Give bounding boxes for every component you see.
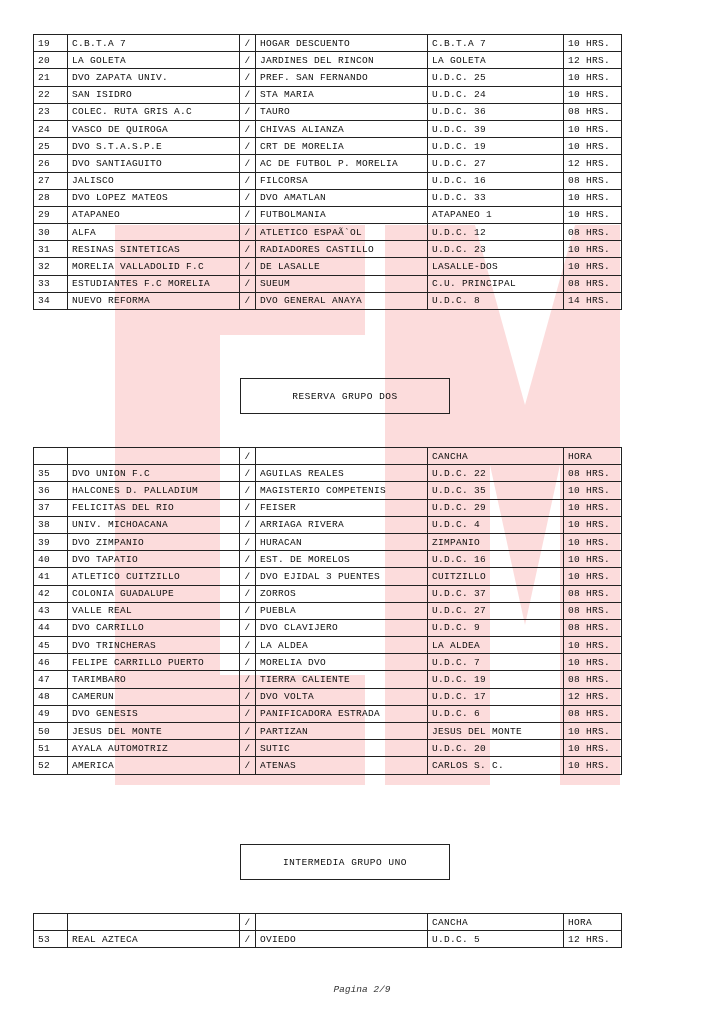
away-team: JARDINES DEL RINCON xyxy=(256,52,428,69)
away-team: ARRIAGA RIVERA xyxy=(256,516,428,533)
venue: U.D.C. 8 xyxy=(428,292,564,309)
table-row xyxy=(34,533,622,550)
table-row xyxy=(34,292,622,309)
venue: U.D.C. 25 xyxy=(428,69,564,86)
match-time: 08 HRS. xyxy=(564,103,622,120)
table-row xyxy=(34,86,622,103)
home-team: DVO TAPATIO xyxy=(68,551,240,568)
header-separator: / xyxy=(240,448,256,465)
vs-separator: / xyxy=(240,551,256,568)
table-row xyxy=(34,35,622,52)
vs-separator: / xyxy=(240,241,256,258)
vs-separator: / xyxy=(240,275,256,292)
vs-separator: / xyxy=(240,465,256,482)
venue: U.D.C. 12 xyxy=(428,224,564,241)
home-team: CAMERUN xyxy=(68,688,240,705)
header-cancha: CANCHA xyxy=(428,448,564,465)
schedule-table-2 xyxy=(33,447,622,775)
table-row xyxy=(34,138,622,155)
page-number: Pagina 2/9 xyxy=(333,984,391,995)
vs-separator: / xyxy=(240,602,256,619)
match-number: 51 xyxy=(34,740,68,757)
match-number: 23 xyxy=(34,103,68,120)
home-team: TARIMBARO xyxy=(68,671,240,688)
vs-separator: / xyxy=(240,654,256,671)
match-time: 08 HRS. xyxy=(564,671,622,688)
vs-separator: / xyxy=(240,499,256,516)
table-header-row xyxy=(34,914,622,931)
home-team: UNIV. MICHOACANA xyxy=(68,516,240,533)
vs-separator: / xyxy=(240,86,256,103)
table-row xyxy=(34,103,622,120)
venue: ZIMPANIO xyxy=(428,533,564,550)
table-row xyxy=(34,482,622,499)
match-time: 10 HRS. xyxy=(564,86,622,103)
match-time: 10 HRS. xyxy=(564,499,622,516)
away-team: STA MARIA xyxy=(256,86,428,103)
match-number: 53 xyxy=(34,931,68,948)
match-time: 08 HRS. xyxy=(564,602,622,619)
match-time: 10 HRS. xyxy=(564,482,622,499)
vs-separator: / xyxy=(240,69,256,86)
venue: U.D.C. 20 xyxy=(428,740,564,757)
header-separator: / xyxy=(240,914,256,931)
vs-separator: / xyxy=(240,172,256,189)
match-time: 08 HRS. xyxy=(564,224,622,241)
match-time: 10 HRS. xyxy=(564,258,622,275)
vs-separator: / xyxy=(240,568,256,585)
venue: U.D.C. 24 xyxy=(428,86,564,103)
vs-separator: / xyxy=(240,637,256,654)
vs-separator: / xyxy=(240,671,256,688)
venue: U.D.C. 5 xyxy=(428,931,564,948)
home-team: C.B.T.A 7 xyxy=(68,35,240,52)
match-number: 45 xyxy=(34,637,68,654)
vs-separator: / xyxy=(240,138,256,155)
away-team: DVO EJIDAL 3 PUENTES xyxy=(256,568,428,585)
match-time: 12 HRS. xyxy=(564,931,622,948)
away-team: CHIVAS ALIANZA xyxy=(256,120,428,137)
home-team: ALFA xyxy=(68,224,240,241)
match-number: 29 xyxy=(34,206,68,223)
vs-separator: / xyxy=(240,189,256,206)
match-time: 08 HRS. xyxy=(564,275,622,292)
match-number: 43 xyxy=(34,602,68,619)
header-num xyxy=(34,914,68,931)
match-time: 10 HRS. xyxy=(564,120,622,137)
match-number: 22 xyxy=(34,86,68,103)
away-team: OVIEDO xyxy=(256,931,428,948)
home-team: SAN ISIDRO xyxy=(68,86,240,103)
match-number: 49 xyxy=(34,705,68,722)
venue: U.D.C. 23 xyxy=(428,241,564,258)
vs-separator: / xyxy=(240,740,256,757)
home-team: AMERICA xyxy=(68,757,240,774)
table-row xyxy=(34,52,622,69)
home-team: DVO CARRILLO xyxy=(68,619,240,636)
table-row xyxy=(34,705,622,722)
away-team: RADIADORES CASTILLO xyxy=(256,241,428,258)
table-row xyxy=(34,654,622,671)
venue: U.D.C. 9 xyxy=(428,619,564,636)
home-team: LA GOLETA xyxy=(68,52,240,69)
vs-separator: / xyxy=(240,258,256,275)
table-row xyxy=(34,619,622,636)
table-row xyxy=(34,516,622,533)
venue: ATAPANEO 1 xyxy=(428,206,564,223)
home-team: AYALA AUTOMOTRIZ xyxy=(68,740,240,757)
table-row xyxy=(34,585,622,602)
home-team: DVO UNION F.C xyxy=(68,465,240,482)
table-row xyxy=(34,568,622,585)
away-team: AC DE FUTBOL P. MORELIA xyxy=(256,155,428,172)
venue: U.D.C. 4 xyxy=(428,516,564,533)
home-team: REAL AZTECA xyxy=(68,931,240,948)
match-number: 25 xyxy=(34,138,68,155)
home-team: DVO TRINCHERAS xyxy=(68,637,240,654)
match-number: 38 xyxy=(34,516,68,533)
schedule-table-3 xyxy=(33,913,622,948)
home-team: DVO S.T.A.S.P.E xyxy=(68,138,240,155)
match-time: 12 HRS. xyxy=(564,52,622,69)
home-team: JESUS DEL MONTE xyxy=(68,723,240,740)
away-team: EST. DE MORELOS xyxy=(256,551,428,568)
home-team: VASCO DE QUIROGA xyxy=(68,120,240,137)
section-title-intermedia xyxy=(240,844,450,880)
away-team: PANIFICADORA ESTRADA xyxy=(256,705,428,722)
match-time: 12 HRS. xyxy=(564,688,622,705)
match-number: 30 xyxy=(34,224,68,241)
section-title-reserva xyxy=(240,378,450,414)
vs-separator: / xyxy=(240,292,256,309)
away-team: MORELIA DVO xyxy=(256,654,428,671)
match-number: 39 xyxy=(34,533,68,550)
home-team: NUEVO REFORMA xyxy=(68,292,240,309)
away-team: DVO CLAVIJERO xyxy=(256,619,428,636)
home-team: DVO SANTIAGUITO xyxy=(68,155,240,172)
match-number: 27 xyxy=(34,172,68,189)
away-team: ZORROS xyxy=(256,585,428,602)
vs-separator: / xyxy=(240,206,256,223)
home-team: FELICITAS DEL RIO xyxy=(68,499,240,516)
match-number: 48 xyxy=(34,688,68,705)
table-row xyxy=(34,602,622,619)
home-team: HALCONES D. PALLADIUM xyxy=(68,482,240,499)
match-number: 19 xyxy=(34,35,68,52)
away-team: DVO GENERAL ANAYA xyxy=(256,292,428,309)
match-time: 10 HRS. xyxy=(564,206,622,223)
venue: JESUS DEL MONTE xyxy=(428,723,564,740)
away-team: SUTIC xyxy=(256,740,428,757)
vs-separator: / xyxy=(240,155,256,172)
table-row xyxy=(34,551,622,568)
vs-separator: / xyxy=(240,224,256,241)
table-row xyxy=(34,740,622,757)
away-team: LA ALDEA xyxy=(256,637,428,654)
venue: U.D.C. 36 xyxy=(428,103,564,120)
vs-separator: / xyxy=(240,585,256,602)
header-home xyxy=(68,448,240,465)
home-team: DVO GENESIS xyxy=(68,705,240,722)
table-row xyxy=(34,499,622,516)
away-team: DVO VOLTA xyxy=(256,688,428,705)
match-number: 46 xyxy=(34,654,68,671)
match-number: 31 xyxy=(34,241,68,258)
section-title-label: RESERVA GRUPO DOS xyxy=(292,390,398,402)
table-row xyxy=(34,206,622,223)
match-number: 28 xyxy=(34,189,68,206)
away-team: FILCORSA xyxy=(256,172,428,189)
venue: U.D.C. 16 xyxy=(428,551,564,568)
away-team: MAGISTERIO COMPETENIS xyxy=(256,482,428,499)
page-footer xyxy=(0,984,724,995)
vs-separator: / xyxy=(240,705,256,722)
venue: U.D.C. 17 xyxy=(428,688,564,705)
table-row xyxy=(34,275,622,292)
venue: C.B.T.A 7 xyxy=(428,35,564,52)
match-time: 08 HRS. xyxy=(564,619,622,636)
home-team: COLONIA GUADALUPE xyxy=(68,585,240,602)
match-number: 42 xyxy=(34,585,68,602)
table-row xyxy=(34,637,622,654)
venue: U.D.C. 33 xyxy=(428,189,564,206)
away-team: DVO AMATLAN xyxy=(256,189,428,206)
venue: U.D.C. 7 xyxy=(428,654,564,671)
away-team: DE LASALLE xyxy=(256,258,428,275)
match-number: 47 xyxy=(34,671,68,688)
match-time: 08 HRS. xyxy=(564,172,622,189)
vs-separator: / xyxy=(240,931,256,948)
home-team: ATLETICO CUITZILLO xyxy=(68,568,240,585)
home-team: DVO LOPEZ MATEOS xyxy=(68,189,240,206)
match-time: 10 HRS. xyxy=(564,189,622,206)
vs-separator: / xyxy=(240,516,256,533)
match-number: 26 xyxy=(34,155,68,172)
match-time: 10 HRS. xyxy=(564,568,622,585)
home-team: RESINAS SINTETICAS xyxy=(68,241,240,258)
match-time: 10 HRS. xyxy=(564,551,622,568)
table-row xyxy=(34,224,622,241)
venue: C.U. PRINCIPAL xyxy=(428,275,564,292)
venue: U.D.C. 27 xyxy=(428,602,564,619)
away-team: HOGAR DESCUENTO xyxy=(256,35,428,52)
table-row xyxy=(34,69,622,86)
match-time: 10 HRS. xyxy=(564,138,622,155)
match-time: 10 HRS. xyxy=(564,637,622,654)
home-team: COLEC. RUTA GRIS A.C xyxy=(68,103,240,120)
venue: CUITZILLO xyxy=(428,568,564,585)
vs-separator: / xyxy=(240,757,256,774)
header-away xyxy=(256,448,428,465)
table-row xyxy=(34,688,622,705)
away-team: PARTIZAN xyxy=(256,723,428,740)
match-number: 44 xyxy=(34,619,68,636)
table-row xyxy=(34,465,622,482)
vs-separator: / xyxy=(240,103,256,120)
vs-separator: / xyxy=(240,723,256,740)
match-number: 36 xyxy=(34,482,68,499)
match-time: 10 HRS. xyxy=(564,757,622,774)
vs-separator: / xyxy=(240,35,256,52)
match-number: 24 xyxy=(34,120,68,137)
match-number: 35 xyxy=(34,465,68,482)
home-team: JALISCO xyxy=(68,172,240,189)
match-time: 08 HRS. xyxy=(564,585,622,602)
header-num xyxy=(34,448,68,465)
away-team: ATENAS xyxy=(256,757,428,774)
match-time: 10 HRS. xyxy=(564,740,622,757)
home-team: DVO ZAPATA UNIV. xyxy=(68,69,240,86)
match-number: 41 xyxy=(34,568,68,585)
table-header-row xyxy=(34,448,622,465)
venue: U.D.C. 6 xyxy=(428,705,564,722)
venue: LA GOLETA xyxy=(428,52,564,69)
header-away xyxy=(256,914,428,931)
venue: U.D.C. 37 xyxy=(428,585,564,602)
header-hora: HORA xyxy=(564,914,622,931)
venue: U.D.C. 39 xyxy=(428,120,564,137)
match-time: 14 HRS. xyxy=(564,292,622,309)
away-team: PUEBLA xyxy=(256,602,428,619)
vs-separator: / xyxy=(240,619,256,636)
match-time: 10 HRS. xyxy=(564,241,622,258)
venue: LA ALDEA xyxy=(428,637,564,654)
match-number: 32 xyxy=(34,258,68,275)
match-number: 37 xyxy=(34,499,68,516)
away-team: AGUILAS REALES xyxy=(256,465,428,482)
away-team: TAURO xyxy=(256,103,428,120)
away-team: ATLETICO ESPAÃ`OL xyxy=(256,224,428,241)
header-hora: HORA xyxy=(564,448,622,465)
vs-separator: / xyxy=(240,120,256,137)
vs-separator: / xyxy=(240,688,256,705)
vs-separator: / xyxy=(240,482,256,499)
match-time: 10 HRS. xyxy=(564,654,622,671)
venue: U.D.C. 16 xyxy=(428,172,564,189)
table-row xyxy=(34,189,622,206)
away-team: CRT DE MORELIA xyxy=(256,138,428,155)
home-team: ATAPANEO xyxy=(68,206,240,223)
venue: CARLOS S. C. xyxy=(428,757,564,774)
table-row xyxy=(34,258,622,275)
vs-separator: / xyxy=(240,52,256,69)
away-team: HURACAN xyxy=(256,533,428,550)
away-team: SUEUM xyxy=(256,275,428,292)
away-team: FEISER xyxy=(256,499,428,516)
venue: U.D.C. 29 xyxy=(428,499,564,516)
table-row xyxy=(34,155,622,172)
table-row xyxy=(34,172,622,189)
match-time: 10 HRS. xyxy=(564,35,622,52)
home-team: ESTUDIANTES F.C MORELIA xyxy=(68,275,240,292)
table-row xyxy=(34,671,622,688)
match-time: 08 HRS. xyxy=(564,705,622,722)
match-time: 10 HRS. xyxy=(564,69,622,86)
match-time: 10 HRS. xyxy=(564,723,622,740)
table-row xyxy=(34,757,622,774)
home-team: FELIPE CARRILLO PUERTO xyxy=(68,654,240,671)
venue: LASALLE-DOS xyxy=(428,258,564,275)
match-number: 20 xyxy=(34,52,68,69)
match-number: 33 xyxy=(34,275,68,292)
header-cancha: CANCHA xyxy=(428,914,564,931)
match-time: 12 HRS. xyxy=(564,155,622,172)
home-team: DVO ZIMPANIO xyxy=(68,533,240,550)
venue: U.D.C. 19 xyxy=(428,671,564,688)
match-number: 34 xyxy=(34,292,68,309)
match-number: 50 xyxy=(34,723,68,740)
schedule-table-1 xyxy=(33,34,622,310)
home-team: MORELIA VALLADOLID F.C xyxy=(68,258,240,275)
venue: U.D.C. 35 xyxy=(428,482,564,499)
header-home xyxy=(68,914,240,931)
venue: U.D.C. 27 xyxy=(428,155,564,172)
table-row xyxy=(34,120,622,137)
match-number: 40 xyxy=(34,551,68,568)
match-number: 21 xyxy=(34,69,68,86)
match-number: 52 xyxy=(34,757,68,774)
venue: U.D.C. 19 xyxy=(428,138,564,155)
venue: U.D.C. 22 xyxy=(428,465,564,482)
section-title-label: INTERMEDIA GRUPO UNO xyxy=(282,856,408,868)
match-time: 10 HRS. xyxy=(564,533,622,550)
match-time: 08 HRS. xyxy=(564,465,622,482)
match-time: 10 HRS. xyxy=(564,516,622,533)
away-team: PREF. SAN FERNANDO xyxy=(256,69,428,86)
table-row xyxy=(34,241,622,258)
table-row xyxy=(34,931,622,948)
vs-separator: / xyxy=(240,533,256,550)
away-team: FUTBOLMANIA xyxy=(256,206,428,223)
home-team: VALLE REAL xyxy=(68,602,240,619)
table-row xyxy=(34,723,622,740)
away-team: TIERRA CALIENTE xyxy=(256,671,428,688)
